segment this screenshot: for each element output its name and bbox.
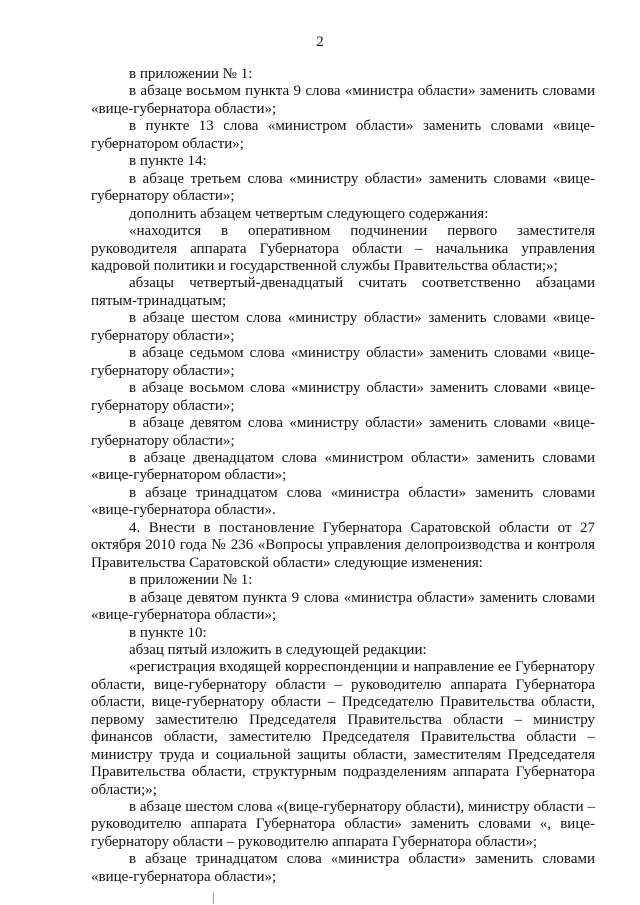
paragraph: дополнить абзацем четвертым следующего содержания: <box>129 205 489 222</box>
paragraph: в абзаце шестом слова «(вице-губернатору области), министру области – руководителю аппарата Губернатора области» заменить словами «, вице-губернатору области – руководителю аппарата Губернатора области»; <box>91 799 595 850</box>
scan-artifact-line <box>213 892 214 904</box>
paragraph: в абзаце девятом пункта 9 слова «министра области» заменить словами «вице-губернатора области»; <box>91 589 595 624</box>
paragraph: «находится в оперативном подчинении первого заместителя руководителя аппарата Губернатора области – начальника управления кадровой политики и государственной службы Правительства области;»; <box>91 223 595 274</box>
paragraph: в пункте 10: <box>129 624 207 641</box>
paragraph: в абзаце восьмом пункта 9 слова «министра области» заменить словами «вице-губернатора области»; <box>91 83 595 117</box>
paragraph: «регистрация входящей корреспонденции и направление ее Губернатору области, вице-губернатору области – руководителю аппарата Губернатора области, вице-губернатору области – Председателю Правительства области, первому заместителю Председателя Правительства области – министру финансов области, заместителю Председателя Правительства области – министру труда и социальной защиты области, заместителям Председателя Правительства области, структурным подразделениям аппарата Губернатора области;»; <box>91 659 595 798</box>
document-body <box>91 66 595 886</box>
paragraph: абзацы четвертый-двенадцатый считать соответственно абзацами пятым-тринадцатым; <box>91 275 595 309</box>
paragraph: в абзаце шестом слова «министру области» заменить словами «вице-губернатору области»; <box>91 310 595 344</box>
paragraph: в абзаце седьмом слова «министру области» заменить словами «вице-губернатору области»; <box>91 345 595 379</box>
paragraph: в абзаце третьем слова «министру области» заменить словами «вице-губернатору области»; <box>91 170 595 205</box>
paragraph: в абзаце тринадцатом слова «министра области» заменить словами «вице-губернатора области». <box>91 484 595 519</box>
paragraph: в пункте 14: <box>129 153 207 170</box>
paragraph: в абзаце двенадцатом слова «министром области» заменить словами «вице-губернатором области»; <box>91 449 595 484</box>
paragraph: в абзаце восьмом слова «министру области» заменить словами «вице-губернатору области»; <box>91 380 595 414</box>
paragraph: абзац пятый изложить в следующей редакции: <box>129 641 427 658</box>
paragraph: в приложении № 1: <box>129 66 253 82</box>
paragraph: 4. Внести в постановление Губернатора Саратовской области от 27 октября 2010 года № 236 «Вопросы управления делопроизводства и контроля Правительства Саратовской области» следующие изменения: <box>91 519 595 571</box>
paragraph: в приложении № 1: <box>129 572 253 589</box>
page-number: 2 <box>316 34 324 50</box>
paragraph: в абзаце тринадцатом слова «министра области» заменить словами «вице-губернатора области»; <box>91 851 595 885</box>
paragraph: в пункте 13 слова «министром области» заменить словами «вице-губернатором области»; <box>91 118 595 152</box>
paragraph: в абзаце девятом слова «министру области» заменить словами «вице-губернатору области»; <box>91 415 595 449</box>
